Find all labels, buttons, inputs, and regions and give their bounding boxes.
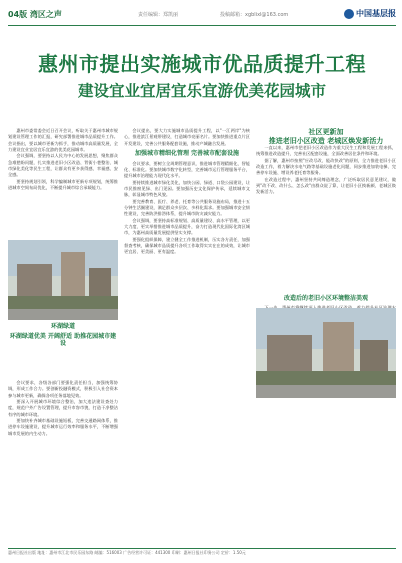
page-header <box>8 8 396 24</box>
paragraph: 据了解，惠州市按照"应改尽改、能改快改"的原则，全力推进老旧小区改造工作，着力解决水电气路等基础设施老化问题，同步推进加装电梯、完善停车设施、增设养老托育等服务。 <box>256 157 396 176</box>
photo-caption-2: 改造后的老旧小区环境整洁美观 <box>283 294 368 302</box>
caption-title: 环湖绿道 <box>50 323 75 330</box>
top-divider <box>8 25 396 26</box>
renovated-community-photo <box>256 308 396 398</box>
paragraph: 一直以来，惠州市把老旧小区改造作为重大民生工程和发展工程来抓，统筹推进改造提升，完善社区配套设施，全面改善居住条件和环境。 <box>256 145 396 157</box>
sidebar-kicker: 社区更新加 <box>308 128 344 136</box>
paragraph: 会议要求，各级各部门要强化责任担当，加强统筹协调，形成工作合力。要创新投融资模式，积极引入社会资本参与城市更新，确保各项任务落地见效。 <box>8 380 118 398</box>
article-column-2 <box>124 128 250 518</box>
paragraph: 会议提出，要大力实施城市品质提升工程，以"一江两岸"为核心，推进滨江景观带建设，打造城市亮丽名片。要加快推进重点片区开发建设，完善公共服务配套设施，推动产城融合发展。 <box>124 128 250 146</box>
lakeside-greenway-photo <box>8 240 118 320</box>
newspaper-brand <box>344 8 396 19</box>
paragraph: 在改造过程中，惠州坚持共同缔造理念，广泛听取居民意见建议，做到"改不改、改什么、怎么改"由群众说了算，让老旧小区换新颜、老城区焕发新活力。 <box>256 176 396 195</box>
editor-credit: 责任编辑：郑凯丽 <box>138 12 179 18</box>
paragraph: 要坚持规划引领，科学编制城市更新专项规划，统筹推进城市空间布局优化，不断提升城市综合承载能力。 <box>8 178 118 191</box>
paragraph: 会议强调，要坚持高标准规划、高质量建设、高水平管理，以更大力度、更实举措推进城市品质提升，奋力打造现代化国际化湾区城市，为惠州高质量发展提供坚实支撑。 <box>124 217 250 236</box>
section-subheading: 加强城市精细化管理 完善城市配套设施 <box>134 150 240 158</box>
paragraph: 要持续推进城市绿化美化，加快公园、绿道、口袋公园建设，让市民推窗见绿、出门见园。要加强历史文化保护传承，延续城市文脉，彰显城市特色风貌。 <box>124 179 250 198</box>
paragraph: 惠州市委常委会近日召开会议，听取关于惠州市城市规划建设管理工作的汇报，研究部署推进城市品质提升工作。会议指出，要以城市更新为抓手，推动城市高质量发展，全力建设宜业宜居宜乐宜游的优美花园城市。 <box>8 128 118 153</box>
paragraph: 要加快补齐城市基础设施短板，完善交通路网体系，推进停车设施建设，提升城市运行效率和服务水平，不断增强城市发展的内生动力。 <box>8 418 118 436</box>
bottom-divider <box>8 548 396 549</box>
paragraph: 要深入开展城市环境综合整治，加大违法建设查处力度，规范户外广告设置管理，提升市容市貌，打造干净整洁有序的城市环境。 <box>8 399 118 417</box>
main-headline: 惠州市提出实施城市优品质提升工程 <box>38 52 366 76</box>
paragraph: 要完善教育、医疗、养老、托育等公共服务设施布局，推进十五分钟生活圈建设，满足群众多层次、多样化需求。要加强城市安全韧性建设，完善防洪排涝体系，提升城市防灾减灾能力。 <box>124 198 250 217</box>
submission-email: 投稿邮箱：xgblixl@163.com <box>220 12 289 18</box>
paragraph: 会议强调，要坚持以人民为中心的发展思想，聚焦群众急难愁盼问题，扎实推进老旧小区改造、背街小巷整治、城市绿化美化等民生工程，让群众有更多获得感、幸福感、安全感。 <box>8 153 118 178</box>
paragraph: 会议要求，要树立全周期管理意识，推进城市管理精细化、智能化、标准化。要加快城市数字化转型，完善城市运行管理服务平台，提升城市治理能力现代化水平。 <box>124 160 250 179</box>
paragraph: 要强化组织保障，建立健全工作推进机制，压实各方责任，加强督查考核，确保城市品质提升各项工作取得实实在在的成效，让城市更宜居、更美丽、更有温度。 <box>124 236 250 255</box>
brand-logo-icon <box>344 9 354 19</box>
page-footer: 惠州日报社出版 地址：惠州市江北市民乐园东路 邮编：516003 广告经营许可证：441300 印刷：惠州日报社印务公司 定价：1.50元 <box>8 550 246 555</box>
sub-headline: 建设宜业宜居宜乐宜游优美花园城市 <box>77 81 326 100</box>
sidebar-heading: 推进老旧小区改造 老城区焕发新活力 <box>268 136 384 145</box>
headline-block <box>8 48 396 101</box>
brand-name: 中国基层报 <box>356 8 396 18</box>
article-column-1-lower <box>8 380 118 520</box>
photo-caption-1 <box>8 321 118 348</box>
page-section-tag: 04版 湾区之声 <box>8 10 62 19</box>
caption-subtitle: 环湖绿道优美 开阔舒适 助推花园城市建设 <box>9 332 117 347</box>
